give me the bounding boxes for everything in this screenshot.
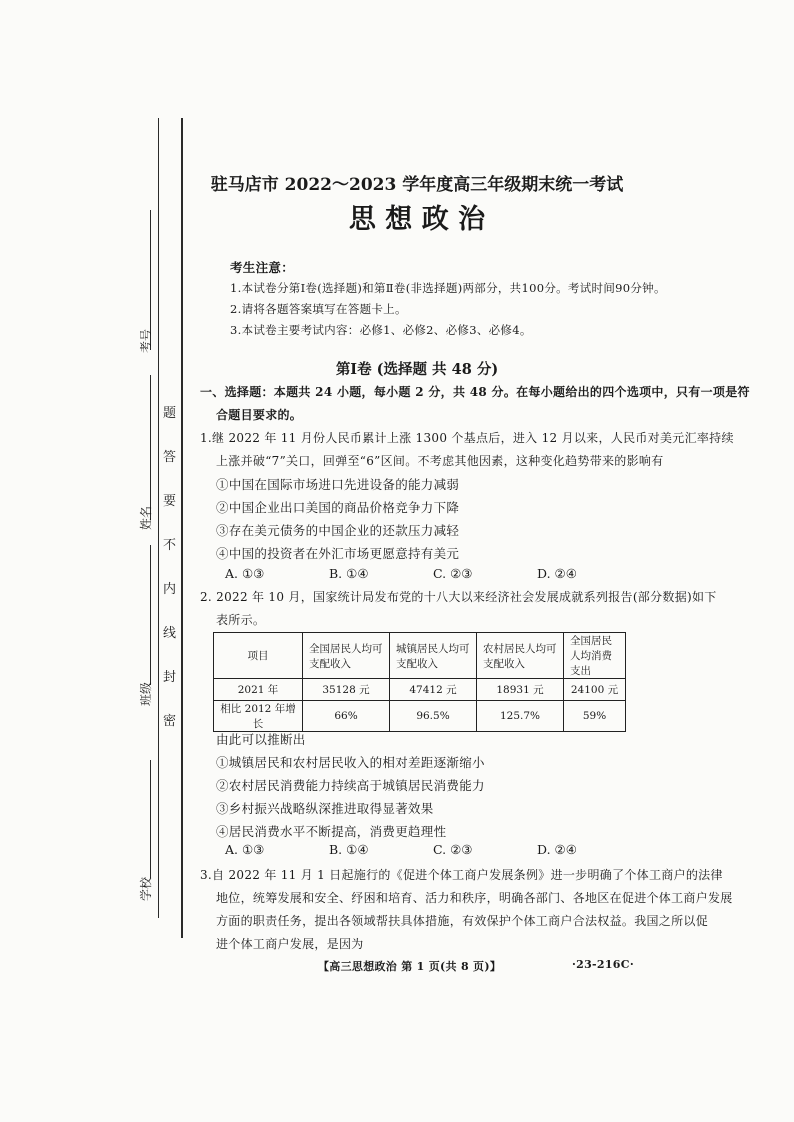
table-cell: 96.5% (390, 701, 477, 732)
binding-warning-text (163, 402, 176, 754)
q1-item: ④中国的投资者在外汇市场更愿意持有美元 (216, 546, 460, 561)
table-row (214, 701, 626, 732)
warning-char: 封 (163, 670, 177, 685)
option-a: A. ①③ (225, 842, 265, 857)
table-cell: 18931 元 (477, 679, 564, 701)
table-header-cell: 项目 (214, 633, 303, 679)
option-d: D. ②④ (537, 842, 577, 857)
q3-stem: 3.自 2022 年 11 月 1 日起施行的《促进个体工商户发展条例》进一步明确了个体工商户的法律 (200, 868, 723, 882)
section-instruction: 合题目要求的。 (216, 408, 303, 422)
q1-item: ②中国企业出口美国的商品价格竞争力下降 (216, 500, 460, 515)
label-xuexiao: 学校 (139, 876, 153, 901)
table-header-cell: 城镇居民人均可支配收入 (390, 633, 477, 679)
notice-item: 3.本试卷主要考试内容：必修1、必修2、必修3、必修4。 (230, 323, 532, 337)
warning-char: 密 (163, 714, 177, 729)
section-instruction: 一、选择题：本题共 24 小题，每小题 2 分，共 48 分。在每小题给出的四个选项中，只有一项是符 (200, 385, 750, 399)
warning-char: 线 (163, 626, 177, 641)
q2-item: ②农村居民消费能力持续高于城镇居民消费能力 (216, 778, 485, 793)
option-c: C. ②③ (433, 566, 473, 581)
warning-char: 要 (163, 494, 177, 509)
table-header-cell: 全国居民人均可支配收入 (303, 633, 390, 679)
q2-lead: 由此可以推断出 (216, 732, 306, 747)
table-cell: 59% (564, 701, 626, 732)
subject-title: 思 想 政 治 (348, 204, 486, 235)
q1-options (225, 566, 577, 581)
section-title: 第Ⅰ卷 (选择题 共 48 分) (335, 361, 499, 378)
paper-code: ·23-216C· (572, 958, 634, 971)
q2-item: ④居民消费水平不断提高，消费更趋理性 (216, 824, 447, 839)
q3-stem: 进个体工商户发展，是因为 (216, 937, 364, 951)
option-a: A. ①③ (225, 566, 265, 581)
xingming-underline (150, 375, 151, 520)
option-b: B. ①④ (329, 566, 369, 581)
notice-item: 2.请将各题答案填写在答题卡上。 (230, 302, 407, 316)
table-header-cell: 全国居民人均消费支出 (564, 633, 626, 679)
q1-stem: 1.继 2022 年 11 月份人民币累计上涨 1300 个基点后，进入 12 月以来，人民币对美元汇率持续 (200, 431, 734, 445)
binding-line-outer (158, 118, 159, 918)
xuexiao-underline (150, 760, 151, 878)
banji-underline (150, 545, 151, 685)
table-cell: 35128 元 (303, 679, 390, 701)
table-row (214, 679, 626, 701)
table-cell: 66% (303, 701, 390, 732)
binding-line-inner (181, 118, 183, 938)
label-xingming: 姓名 (139, 505, 153, 530)
q3-stem: 方面的职责任务，提出各领域帮扶具体措施，有效保护个体工商户合法权益。我国之所以促 (216, 914, 709, 928)
q1-stem: 上涨并破“7”关口，回弹至“6”区间。不考虑其他因素，这种变化趋势带来的影响有 (216, 454, 664, 468)
table-cell: 相比 2012 年增长 (214, 701, 303, 732)
notice-item: 1.本试卷分第Ⅰ卷(选择题)和第Ⅱ卷(非选择题)两部分，共100分。考试时间90分钟。 (230, 281, 666, 295)
label-kaohao: 考号 (139, 328, 153, 353)
table-cell: 2021 年 (214, 679, 303, 701)
q2-item: ③乡村振兴战略纵深推进取得显著效果 (216, 801, 434, 816)
warning-char: 内 (163, 582, 177, 597)
q2-options (225, 842, 577, 857)
table-cell: 125.7% (477, 701, 564, 732)
q3-stem: 地位，统筹发展和安全、纾困和培育、活力和秩序，明确各部门、各地区在促进个体工商户发展 (216, 891, 733, 905)
table-header-cell: 农村居民人均可支配收入 (477, 633, 564, 679)
label-banji: 班级 (139, 681, 153, 706)
table-header-row (214, 633, 626, 679)
exam-title: 驻马店市 2022～2023 学年度高三年级期末统一考试 (210, 175, 624, 195)
option-b: B. ①④ (329, 842, 369, 857)
q1-item: ①中国在国际市场进口先进设备的能力减弱 (216, 477, 460, 492)
page-footer: 【高三思想政治 第 1 页(共 8 页)】 (318, 960, 502, 973)
warning-char: 答 (163, 450, 177, 465)
warning-char: 题 (163, 406, 177, 421)
table-cell: 24100 元 (564, 679, 626, 701)
table-cell: 47412 元 (390, 679, 477, 701)
statistics-table (213, 632, 626, 732)
q1-item: ③存在美元债务的中国企业的还款压力减轻 (216, 523, 460, 538)
warning-char: 不 (163, 538, 177, 553)
q2-item: ①城镇居民和农村居民收入的相对差距逐渐缩小 (216, 755, 485, 770)
option-c: C. ②③ (433, 842, 473, 857)
q2-stem: 2. 2022 年 10 月，国家统计局发布党的十八大以来经济社会发展成就系列报告(部分数据)如下 (200, 590, 717, 604)
notice-heading: 考生注意： (230, 260, 295, 275)
option-d: D. ②④ (537, 566, 577, 581)
q2-stem: 表所示。 (216, 613, 266, 627)
